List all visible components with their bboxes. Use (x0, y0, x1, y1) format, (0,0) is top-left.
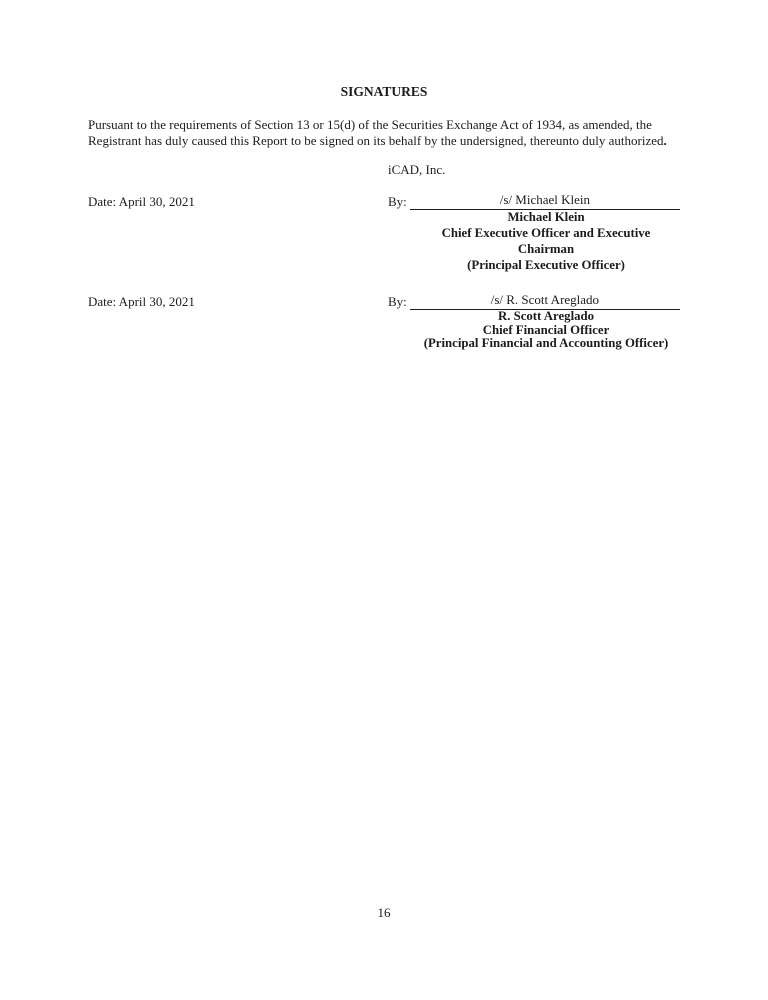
signature-row-1 (88, 192, 680, 210)
signer-title-1-line-1: Chief Executive Officer and Executive (441, 226, 651, 240)
signer-title-2-line-1: Chief Financial Officer (482, 322, 610, 337)
paragraph-line-2-text: Registrant has duly caused this Report to be signed on its behalf by the undersigned, thereunto duly authorized (88, 132, 664, 148)
by-label-1: By: (388, 194, 407, 209)
signatures-heading: SIGNATURES (340, 84, 428, 99)
paragraph-line-1: Pursuant to the requirements of Section 13 or 15(d) of the Securities Exchange Act of 1934, as amended, the (88, 117, 652, 132)
company-name: iCAD, Inc. (388, 162, 446, 177)
signer-title-block-2 (412, 310, 680, 351)
signature-line-1 (410, 192, 680, 210)
by-cell-2 (388, 292, 680, 310)
signer-name-1: Michael Klein (507, 210, 585, 224)
signature-row-2 (88, 292, 680, 310)
signer-title-block-1 (412, 209, 680, 273)
paragraph-line-2 (88, 133, 728, 149)
signer-name-2: R. Scott Areglado (497, 309, 595, 323)
intro-paragraph (88, 117, 728, 148)
page-number: 16 (377, 905, 391, 920)
paragraph-bold-period: . (663, 132, 667, 148)
signer-title-2-line-2: (Principal Financial and Accounting Officer) (423, 336, 669, 350)
signature-line-2 (410, 292, 680, 310)
signer-title-1-line-2: Chairman (517, 242, 575, 256)
date-label-2: Date: April 30, 2021 (88, 294, 195, 309)
by-cell-1 (388, 192, 680, 210)
signature-text-2: /s/ R. Scott Areglado (490, 292, 600, 307)
date-label-1: Date: April 30, 2021 (88, 194, 195, 209)
signature-text-1: /s/ Michael Klein (499, 192, 591, 207)
by-label-2: By: (388, 294, 407, 309)
signer-title-1-line-3: (Principal Executive Officer) (467, 258, 625, 272)
